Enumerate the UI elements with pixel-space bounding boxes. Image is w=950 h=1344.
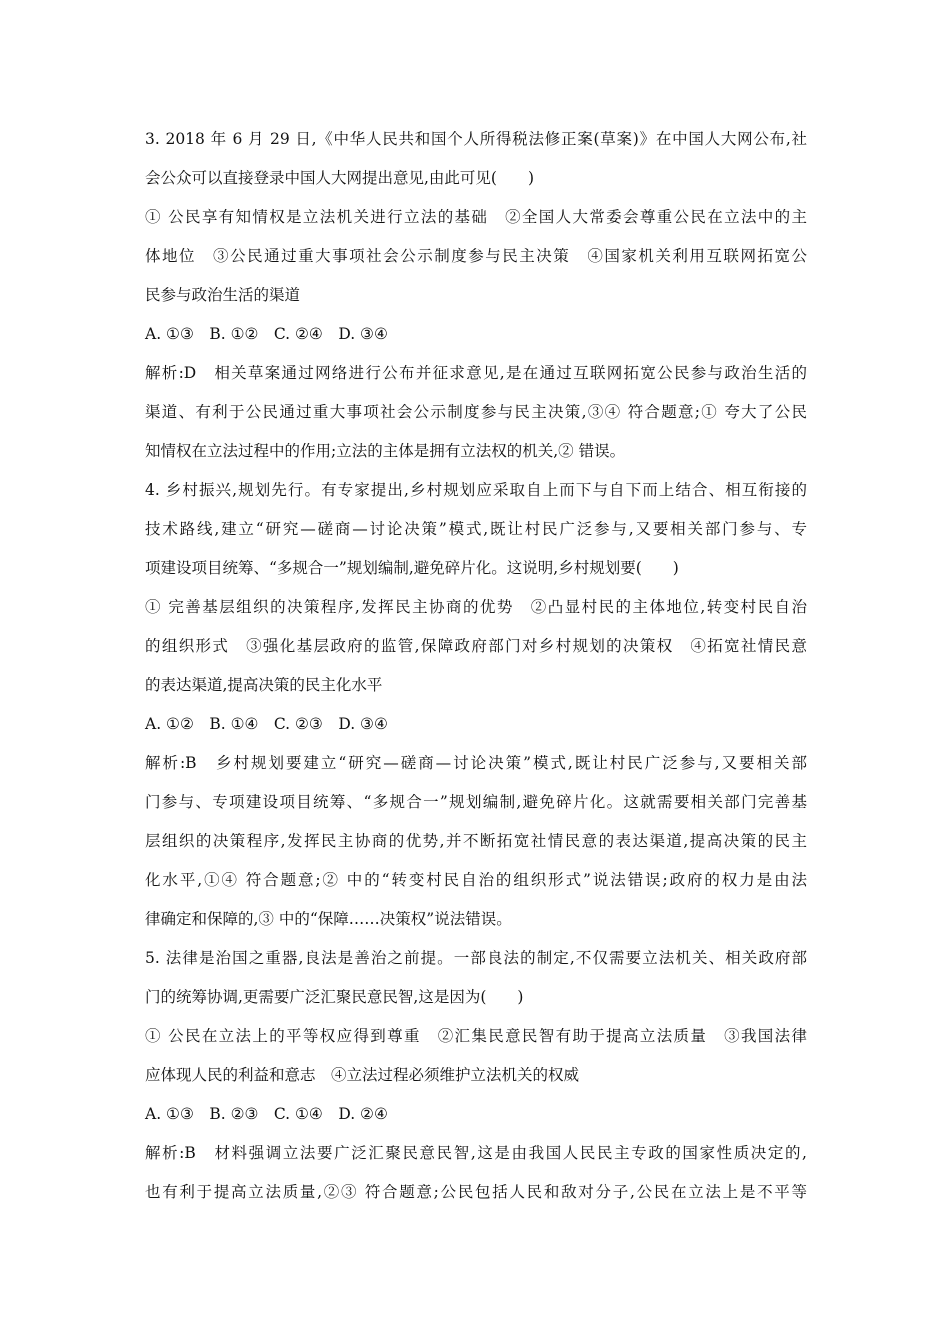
option-statement-line: ① 公民享有知情权是立法机关进行立法的基础 ②全国人大常委会尊重公民在立法中的主 — [145, 208, 807, 226]
question-3 — [145, 120, 807, 471]
analysis-line: 解析:B 乡村规划要建立“研究—磋商—讨论决策”模式,既让村民广泛参与,又要相关部 — [145, 754, 807, 772]
analysis-line: 也有利于提高立法质量,②③ 符合题意;公民包括人民和敌对分子,公民在立法上是不平等 — [145, 1183, 807, 1201]
question-stem-line: 会公众可以直接登录中国人大网提出意见,由此可见( ) — [145, 169, 535, 187]
answer-choices: A. ①③ B. ①② C. ②④ D. ③④ — [145, 325, 388, 343]
option-statement-line: 应体现人民的利益和意志 ④立法过程必须维护立法机关的权威 — [145, 1066, 580, 1084]
answer-choices: A. ①② B. ①④ C. ②③ D. ③④ — [145, 715, 388, 733]
question-stem-line: 门的统筹协调,更需要广泛汇聚民意民智,这是因为( ) — [145, 988, 524, 1006]
option-statement-line: 民参与政治生活的渠道 — [145, 286, 301, 304]
question-stem-line: 技术路线,建立“研究—磋商—讨论决策”模式,既让村民广泛参与,又要相关部门参与、专 — [145, 520, 807, 538]
analysis-line: 解析:B 材料强调立法要广泛汇聚民意民智,这是由我国人民民主专政的国家性质决定的, — [145, 1144, 807, 1162]
analysis-line: 解析:D 相关草案通过网络进行公布并征求意见,是在通过互联网拓宽公民参与政治生活的 — [145, 364, 807, 382]
analysis-line: 知情权在立法过程中的作用;立法的主体是拥有立法权的机关,② 错误。 — [145, 442, 626, 460]
analysis-line: 层组织的决策程序,发挥民主协商的优势,并不断拓宽社情民意的表达渠道,提高决策的民主 — [145, 832, 807, 850]
document-page — [145, 120, 807, 1212]
question-stem-line: 5. 法律是治国之重器,良法是善治之前提。一部良法的制定,不仅需要立法机关、相关政府部 — [145, 949, 807, 967]
analysis-line: 化水平,①④ 符合题意;② 中的“转变村民自治的组织形式”说法错误;政府的权力是由法 — [145, 871, 807, 889]
question-stem-line: 项建设项目统筹、“多规合一”规划编制,避免碎片化。这说明,乡村规划要( ) — [145, 559, 679, 577]
analysis-line: 门参与、专项建设项目统筹、“多规合一”规划编制,避免碎片化。这就需要相关部门完善基 — [145, 793, 807, 811]
option-statement-line: 的表达渠道,提高决策的民主化水平 — [145, 676, 383, 694]
answer-choices: A. ①③ B. ②③ C. ①④ D. ②④ — [145, 1105, 388, 1123]
analysis-line: 律确定和保障的,③ 中的“保障……决策权”说法错误。 — [145, 910, 512, 928]
question-stem-line: 3. 2018 年 6 月 29 日,《中华人民共和国个人所得税法修正案(草案)》在中国人大网公布,社 — [145, 130, 807, 148]
option-statement-line: ① 完善基层组织的决策程序,发挥民主协商的优势 ②凸显村民的主体地位,转变村民自治 — [145, 598, 807, 616]
option-statement-line: 的组织形式 ③强化基层政府的监管,保障政府部门对乡村规划的决策权 ④拓宽社情民意 — [145, 637, 807, 655]
question-4 — [145, 471, 807, 939]
question-5 — [145, 939, 807, 1212]
question-stem-line: 4. 乡村振兴,规划先行。有专家提出,乡村规划应采取自上而下与自下而上结合、相互衔接的 — [145, 481, 807, 499]
option-statement-line: ① 公民在立法上的平等权应得到尊重 ②汇集民意民智有助于提高立法质量 ③我国法律 — [145, 1027, 807, 1045]
analysis-line: 渠道、有利于公民通过重大事项社会公示制度参与民主决策,③④ 符合题意;① 夸大了公民 — [145, 403, 807, 421]
option-statement-line: 体地位 ③公民通过重大事项社会公示制度参与民主决策 ④国家机关利用互联网拓宽公 — [145, 247, 807, 265]
